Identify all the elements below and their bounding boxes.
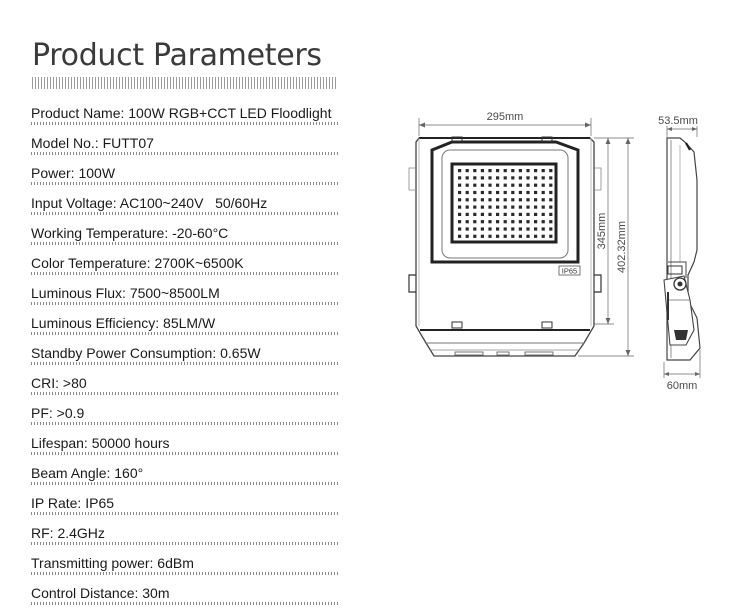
led-chip [466, 213, 469, 216]
led-chip [542, 206, 545, 209]
led-chip [534, 227, 537, 230]
parameter-text: Working Temperature: -20-60°C [31, 225, 229, 241]
led-chip [534, 198, 537, 201]
led-chip [542, 220, 545, 223]
height-dimension-inner [594, 138, 614, 324]
led-chip [519, 213, 522, 216]
led-chip [473, 169, 476, 172]
led-chip [549, 220, 552, 223]
led-chip [488, 184, 491, 187]
depth-bottom-label: 60mm [666, 380, 698, 392]
led-chip [481, 206, 484, 209]
led-chip [542, 198, 545, 201]
depth-top-label: 53.5mm [658, 115, 698, 127]
led-chip [511, 176, 514, 179]
led-chip [466, 169, 469, 172]
led-chip [549, 198, 552, 201]
parameter-text: Color Temperature: 2700K~6500K [31, 255, 244, 271]
led-chip [549, 213, 552, 216]
led-chip [496, 220, 499, 223]
led-chip [504, 191, 507, 194]
led-chip [488, 227, 491, 230]
depth-dimension-top [658, 115, 698, 137]
parameter-text: PF: >0.9 [31, 405, 85, 421]
front-view [409, 137, 601, 356]
led-chip [526, 176, 529, 179]
led-chip [496, 235, 499, 238]
led-chip [466, 191, 469, 194]
led-chip [496, 198, 499, 201]
led-chip [458, 227, 461, 230]
led-chip [534, 176, 537, 179]
led-chip [488, 198, 491, 201]
led-chip [549, 169, 552, 172]
led-chip [504, 213, 507, 216]
led-chip [488, 220, 491, 223]
page-title: Product Parameters [32, 38, 322, 73]
led-chip [504, 235, 507, 238]
led-chip [526, 220, 529, 223]
led-chip [473, 198, 476, 201]
led-chip [526, 227, 529, 230]
led-chip [526, 206, 529, 209]
led-chip [458, 206, 461, 209]
led-chip [542, 176, 545, 179]
parameter-text: Beam Angle: 160° [31, 465, 144, 481]
led-chip [542, 169, 545, 172]
led-chip [481, 191, 484, 194]
parameter-text: Standby Power Consumption: 0.65W [31, 345, 261, 361]
led-chip [458, 191, 461, 194]
led-chip [481, 235, 484, 238]
led-chip [466, 235, 469, 238]
led-chip [466, 198, 469, 201]
led-chip [549, 176, 552, 179]
parameter-text: Luminous Efficiency: 85LM/W [31, 315, 216, 331]
led-chip [466, 176, 469, 179]
led-chip [511, 169, 514, 172]
parameter-text: Input Voltage: AC100~240V 50/60Hz [31, 195, 268, 211]
led-chip [488, 206, 491, 209]
led-chip [496, 191, 499, 194]
led-chip [488, 176, 491, 179]
led-chip [549, 184, 552, 187]
led-chip [466, 184, 469, 187]
parameter-text: Product Name: 100W RGB+CCT LED Floodlight [31, 105, 332, 121]
led-chip [534, 184, 537, 187]
led-chip [466, 227, 469, 230]
side-view [664, 138, 700, 360]
parameter-text: Luminous Flux: 7500~8500LM [31, 285, 220, 301]
led-chip [534, 220, 537, 223]
led-chip [526, 169, 529, 172]
led-chip [458, 220, 461, 223]
led-chip [542, 184, 545, 187]
led-chip [458, 169, 461, 172]
led-chip [519, 227, 522, 230]
led-chip [519, 235, 522, 238]
led-chip [481, 220, 484, 223]
height-outer-label: 402.32mm [616, 221, 628, 273]
led-chip [473, 220, 476, 223]
led-chip [534, 191, 537, 194]
led-chip [519, 176, 522, 179]
led-chip [534, 213, 537, 216]
led-chip [519, 191, 522, 194]
led-chip [488, 191, 491, 194]
led-chip [526, 184, 529, 187]
led-chip [549, 191, 552, 194]
parameter-text: Power: 100W [31, 165, 116, 181]
led-chip [511, 227, 514, 230]
led-chip [549, 206, 552, 209]
led-chip [473, 235, 476, 238]
led-chip [534, 169, 537, 172]
led-chip [481, 176, 484, 179]
led-chip [504, 184, 507, 187]
led-chip [496, 206, 499, 209]
led-chip [473, 184, 476, 187]
led-chip [496, 176, 499, 179]
led-chip [496, 184, 499, 187]
led-chip [519, 169, 522, 172]
led-chip [504, 220, 507, 223]
parameter-text: Transmitting power: 6dBm [31, 555, 194, 571]
led-chip [458, 213, 461, 216]
led-chip [458, 235, 461, 238]
led-chip [458, 184, 461, 187]
led-chip [511, 213, 514, 216]
led-chip [504, 169, 507, 172]
led-chip [466, 206, 469, 209]
led-chip [519, 206, 522, 209]
led-chip [473, 206, 476, 209]
led-chip [519, 220, 522, 223]
led-chip [496, 227, 499, 230]
led-chip [473, 227, 476, 230]
led-chip [481, 198, 484, 201]
led-chip [488, 235, 491, 238]
ip-rating-badge-text: IP65 [561, 266, 578, 276]
parameter-text: Control Distance: 30m [31, 585, 170, 601]
parameter-text: Model No.: FUTT07 [31, 135, 154, 151]
led-chip [542, 213, 545, 216]
led-chip [504, 206, 507, 209]
led-chip [504, 198, 507, 201]
led-chip [526, 235, 529, 238]
led-chip [511, 235, 514, 238]
parameter-text: Lifespan: 50000 hours [31, 435, 170, 451]
led-chip [481, 213, 484, 216]
led-chip [481, 184, 484, 187]
led-chip [534, 206, 537, 209]
led-chip [473, 191, 476, 194]
led-chip [511, 206, 514, 209]
led-chip [473, 213, 476, 216]
width-dimension-label: 295mm [486, 111, 524, 123]
led-chip [549, 227, 552, 230]
led-chip [466, 220, 469, 223]
parameter-text: RF: 2.4GHz [31, 525, 105, 541]
led-chip [496, 213, 499, 216]
led-chip [511, 184, 514, 187]
led-chip [458, 176, 461, 179]
led-chip [542, 191, 545, 194]
parameter-text: CRI: >80 [31, 375, 87, 391]
led-chip [526, 191, 529, 194]
led-chip [504, 227, 507, 230]
led-chip [542, 235, 545, 238]
led-chip [526, 198, 529, 201]
led-chip [519, 184, 522, 187]
led-chip [458, 198, 461, 201]
width-dimension [419, 111, 591, 136]
led-chip [481, 169, 484, 172]
led-chip [496, 169, 499, 172]
led-chip [542, 227, 545, 230]
parameter-text: IP Rate: IP65 [31, 495, 115, 511]
led-chip [481, 227, 484, 230]
led-chip [504, 176, 507, 179]
led-chip [473, 176, 476, 179]
led-chip [511, 191, 514, 194]
height-inner-label: 345mm [596, 212, 608, 250]
led-chip [534, 235, 537, 238]
led-chip [549, 235, 552, 238]
led-chip [519, 198, 522, 201]
led-chip [511, 198, 514, 201]
led-chip [488, 213, 491, 216]
led-chip [526, 213, 529, 216]
led-chip [511, 220, 514, 223]
led-chip [488, 169, 491, 172]
